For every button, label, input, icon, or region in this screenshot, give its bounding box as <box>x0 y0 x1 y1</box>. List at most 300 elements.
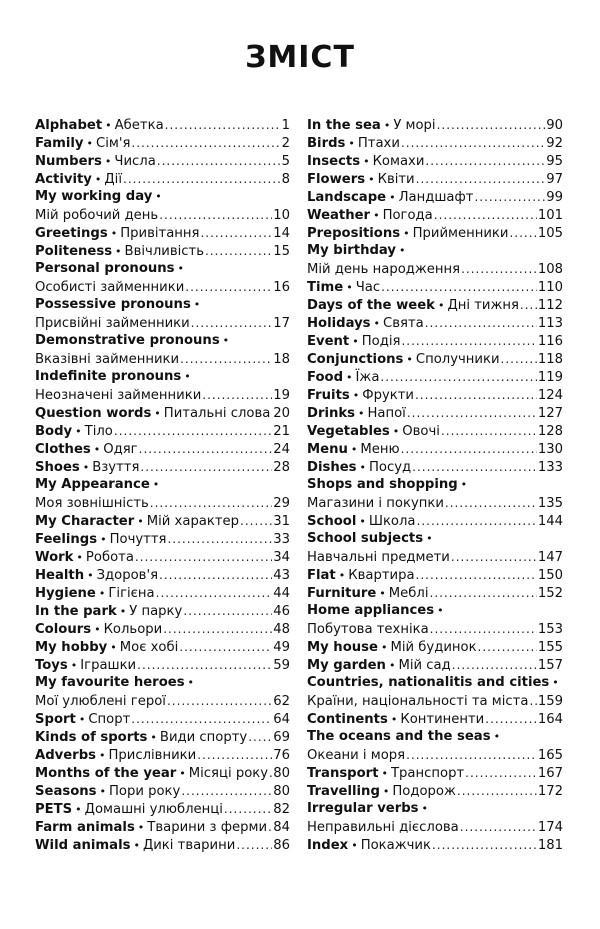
toc-entry[interactable] <box>307 278 563 296</box>
entry-title-en: Clothes <box>35 442 91 457</box>
bullet-separator: • <box>100 533 107 546</box>
page-number: 155 <box>537 640 563 655</box>
toc-entry[interactable] <box>35 674 290 692</box>
entry-title-en: In the park <box>35 604 117 619</box>
bullet-separator: • <box>346 371 353 384</box>
page-number: 18 <box>273 352 290 367</box>
dot-leader <box>457 782 537 800</box>
entry-title-en: My working day <box>35 189 153 204</box>
bullet-separator: • <box>379 587 386 600</box>
toc-entry[interactable] <box>35 638 290 656</box>
page-number: 135 <box>537 496 563 511</box>
page-number: 112 <box>537 298 563 313</box>
toc-entry[interactable] <box>307 404 563 422</box>
entry-title-ua: Покажчик <box>360 838 431 853</box>
toc-entry[interactable] <box>35 296 290 314</box>
page-number: 1 <box>281 118 290 133</box>
entry-title-en: My Character <box>35 514 135 529</box>
toc-entry[interactable] <box>307 782 563 800</box>
toc-entry[interactable] <box>307 458 563 476</box>
dot-leader <box>165 116 281 134</box>
toc-entry[interactable] <box>307 764 563 782</box>
toc-entry[interactable] <box>307 638 563 656</box>
entry-title-ua: Домашні улюбленці <box>84 802 223 817</box>
toc-entry[interactable] <box>35 422 290 440</box>
bullet-separator: • <box>383 119 391 132</box>
entry-title-en: Prepositions <box>307 226 401 241</box>
entry-title-en: Furniture <box>307 586 377 601</box>
dot-leader <box>156 584 273 602</box>
toc-entry[interactable] <box>35 134 290 152</box>
bullet-separator: • <box>403 227 410 240</box>
bullet-separator: • <box>426 532 433 545</box>
entry-title-ua: Дикі тварини <box>142 838 236 853</box>
entry-title-ua: Напої <box>367 406 406 421</box>
dot-leader <box>412 458 537 476</box>
entry-title-en: Alphabet <box>35 118 103 133</box>
entry-title-ua: Робота <box>85 550 134 565</box>
bullet-separator: • <box>155 190 162 203</box>
entry-title-ua: Дії <box>104 172 123 187</box>
bullet-separator: • <box>348 137 355 150</box>
dot-leader <box>441 422 537 440</box>
toc-right-column <box>307 116 563 854</box>
page-number: 90 <box>546 118 563 133</box>
toc-entry[interactable] <box>307 656 563 674</box>
entry-title-ua: Меню <box>360 442 400 457</box>
dot-leader <box>131 134 280 152</box>
entry-title-ua: Пори року <box>109 784 181 799</box>
entry-title-ua: Почуття <box>109 532 167 547</box>
entry-title-ua: Прислівники <box>108 748 197 763</box>
entry-title-en: Possessive pronouns <box>35 297 191 312</box>
toc-entry[interactable] <box>35 836 290 854</box>
bullet-separator: • <box>86 137 94 150</box>
bullet-separator: • <box>359 461 366 474</box>
entry-title-ua: Квартира <box>348 568 415 583</box>
bullet-separator: • <box>368 173 375 186</box>
bullet-separator: • <box>105 119 112 132</box>
page-number: 15 <box>273 244 290 259</box>
toc-entry-continuation[interactable] <box>35 350 290 368</box>
bullet-separator: • <box>359 515 366 528</box>
toc-entry[interactable] <box>307 332 563 350</box>
entry-title-en: Hygiene <box>35 586 96 601</box>
dot-leader <box>236 836 272 854</box>
entry-title-ua: Побутова техніка <box>307 622 429 637</box>
entry-title-ua: Взуття <box>92 460 140 475</box>
page-number: 144 <box>537 514 563 529</box>
toc-entry[interactable] <box>307 206 563 224</box>
entry-title-en: Time <box>307 280 344 295</box>
page-number: 116 <box>537 334 563 349</box>
bullet-separator: • <box>357 407 365 420</box>
entry-title-ua: Тіло <box>84 424 113 439</box>
entry-title-ua: Вказівні займенники <box>35 352 180 367</box>
bullet-separator: • <box>152 478 160 491</box>
bullet-separator: • <box>187 676 195 689</box>
toc-entry[interactable] <box>307 836 563 854</box>
page-number: 82 <box>273 802 290 817</box>
dot-leader <box>437 116 546 134</box>
bullet-separator: • <box>110 641 117 654</box>
page-number: 16 <box>273 280 290 295</box>
page-number: 133 <box>537 460 563 475</box>
entry-title-ua: Мої улюблені герої <box>35 694 166 709</box>
bullet-separator: • <box>346 281 353 294</box>
page-number: 119 <box>537 370 563 385</box>
bullet-separator: • <box>421 802 429 815</box>
bullet-separator: • <box>82 461 90 474</box>
entry-title-en: Home appliances <box>307 603 435 618</box>
toc-entry[interactable] <box>35 530 290 548</box>
toc-entry-continuation[interactable] <box>35 692 290 710</box>
bullet-separator: • <box>75 425 82 438</box>
toc-entry[interactable] <box>35 620 290 638</box>
toc-entry[interactable] <box>307 188 563 206</box>
entry-title-en: Kinds of sports <box>35 730 148 745</box>
bullet-separator: • <box>110 227 118 240</box>
entry-title-ua: Ландшафт <box>398 190 474 205</box>
dot-leader <box>401 134 545 152</box>
bullet-separator: • <box>399 244 406 257</box>
entry-title-en: Sport <box>35 712 76 727</box>
toc-entry[interactable] <box>307 296 563 314</box>
toc-entry[interactable] <box>35 656 290 674</box>
entry-title-en: My favourite heroes <box>35 675 185 690</box>
toc-entry-continuation[interactable] <box>307 620 563 638</box>
dot-leader <box>380 368 536 386</box>
toc-entry[interactable] <box>307 602 563 620</box>
page-number: 105 <box>537 226 563 241</box>
bullet-separator: • <box>98 749 106 762</box>
toc-entry[interactable] <box>307 350 563 368</box>
dot-leader <box>451 548 537 566</box>
dot-leader <box>183 602 272 620</box>
dot-leader <box>416 566 537 584</box>
bullet-separator: • <box>382 785 390 798</box>
toc-entry-continuation[interactable] <box>307 692 563 710</box>
toc-entry-continuation[interactable] <box>35 494 290 512</box>
bullet-separator: • <box>351 839 358 852</box>
page-number: 20 <box>273 406 290 421</box>
dot-leader <box>181 782 272 800</box>
entry-title-en: Greetings <box>35 226 108 241</box>
page-number: 46 <box>273 604 290 619</box>
entry-title-ua: Дні тижня <box>447 298 519 313</box>
entry-title-ua: Комахи <box>372 154 425 169</box>
page-number: 130 <box>537 442 563 457</box>
dot-leader <box>461 260 537 278</box>
toc-entry[interactable] <box>35 170 290 188</box>
entry-title-en: Conjunctions <box>307 352 404 367</box>
bullet-separator: • <box>373 317 381 330</box>
page-number: 80 <box>273 784 290 799</box>
toc-entry[interactable] <box>307 116 563 134</box>
page-number: 113 <box>537 316 563 331</box>
bullet-separator: • <box>350 443 358 456</box>
toc-entry[interactable] <box>35 440 290 458</box>
page-number: 44 <box>273 586 290 601</box>
entry-title-en: My Appearance <box>35 477 150 492</box>
toc-entry[interactable] <box>35 818 290 836</box>
entry-title-ua: Мій день народження <box>307 262 461 277</box>
page-number: 28 <box>273 460 290 475</box>
bullet-separator: • <box>179 767 186 780</box>
toc-entry[interactable] <box>35 260 290 278</box>
entry-title-en: Irregular verbs <box>307 801 419 816</box>
toc-entry-continuation[interactable] <box>307 818 563 836</box>
entry-title-ua: Неправильні дієслова <box>307 820 459 835</box>
dot-leader <box>135 548 272 566</box>
entry-title-en: Fruits <box>307 388 350 403</box>
toc-entry-continuation[interactable] <box>35 206 290 224</box>
entry-title-ua: Овочі <box>402 424 440 439</box>
dot-leader <box>474 188 545 206</box>
toc-entry[interactable] <box>35 476 290 494</box>
dot-leader <box>401 440 537 458</box>
toc-entry[interactable] <box>35 224 290 242</box>
toc-entry-continuation[interactable] <box>307 746 563 764</box>
bullet-separator: • <box>389 191 396 204</box>
entry-title-ua: Країни, національності та міста <box>307 694 529 709</box>
page-number: 147 <box>537 550 563 565</box>
toc-entry[interactable] <box>307 530 563 548</box>
dot-leader <box>202 386 272 404</box>
page-number: 10 <box>273 208 290 223</box>
toc-entry-continuation[interactable] <box>307 260 563 278</box>
page-number: 167 <box>537 766 563 781</box>
toc-entry[interactable] <box>307 224 563 242</box>
dot-leader <box>200 224 272 242</box>
dot-leader <box>417 512 537 530</box>
entry-title-en: Months of the year <box>35 766 177 781</box>
entry-title-ua: Мій характер <box>146 514 240 529</box>
entry-title-en: Days of the week <box>307 298 435 313</box>
toc-entry[interactable] <box>307 368 563 386</box>
page-number: 31 <box>273 514 290 529</box>
entry-title-ua: Свята <box>383 316 424 331</box>
toc-entry[interactable] <box>307 170 563 188</box>
entry-title-en: Personal pronouns <box>35 261 175 276</box>
toc-entry[interactable] <box>307 440 563 458</box>
toc-entry[interactable] <box>35 602 290 620</box>
toc-entry[interactable] <box>307 476 563 494</box>
page-number: 34 <box>273 550 290 565</box>
page-number: 86 <box>273 838 290 853</box>
dot-leader <box>179 638 272 656</box>
toc-entry[interactable] <box>35 746 290 764</box>
toc-entry[interactable] <box>35 548 290 566</box>
page-number: 80 <box>273 766 290 781</box>
dot-leader <box>271 404 272 422</box>
dot-leader <box>159 206 272 224</box>
dot-leader <box>180 350 272 368</box>
entry-title-ua: Океани і моря <box>307 748 406 763</box>
entry-title-ua: Їжа <box>355 370 380 385</box>
entry-title-en: Flowers <box>307 172 366 187</box>
entry-title-ua: Континенти <box>400 712 485 727</box>
toc-entry[interactable] <box>35 512 290 530</box>
entry-title-en: School subjects <box>307 531 424 546</box>
page-number: 150 <box>537 568 563 583</box>
entry-title-en: Travelling <box>307 784 380 799</box>
entry-title-ua: Сім'я <box>96 136 131 151</box>
page-number: 174 <box>537 820 563 835</box>
toc-entry[interactable] <box>35 188 290 206</box>
dot-leader <box>205 242 272 260</box>
entry-title-en: Flat <box>307 568 336 583</box>
page-number: 69 <box>273 730 290 745</box>
entry-title-en: Work <box>35 550 74 565</box>
entry-title-ua: Час <box>355 280 381 295</box>
toc-entry[interactable] <box>307 800 563 818</box>
dot-leader <box>150 494 272 512</box>
toc-entry[interactable] <box>307 584 563 602</box>
toc-entry[interactable] <box>35 800 290 818</box>
toc-entry[interactable] <box>35 404 290 422</box>
dot-leader <box>407 404 537 422</box>
page-number: 124 <box>537 388 563 403</box>
dot-leader <box>529 692 536 710</box>
toc-entry[interactable] <box>307 710 563 728</box>
toc-entry[interactable] <box>35 782 290 800</box>
toc-entry[interactable] <box>35 116 290 134</box>
entry-title-ua: Мій будинок <box>390 640 477 655</box>
entry-title-en: Drinks <box>307 406 355 421</box>
toc-entry[interactable] <box>35 242 290 260</box>
toc-entry[interactable] <box>307 314 563 332</box>
page-number: 165 <box>537 748 563 763</box>
toc-entry[interactable] <box>35 458 290 476</box>
toc-entry[interactable] <box>307 422 563 440</box>
dot-leader <box>139 440 273 458</box>
entry-title-ua: Привітання <box>120 226 200 241</box>
toc-entry-continuation[interactable] <box>35 314 290 332</box>
entry-title-en: Seasons <box>35 784 97 799</box>
entry-title-en: Insects <box>307 154 361 169</box>
dot-leader <box>430 620 537 638</box>
dot-leader <box>465 764 537 782</box>
entry-title-en: Feelings <box>35 532 98 547</box>
dot-leader <box>269 764 272 782</box>
bullet-separator: • <box>75 803 82 816</box>
page-number: 153 <box>537 622 563 637</box>
dot-leader <box>425 152 545 170</box>
dot-leader <box>509 224 536 242</box>
toc-entry[interactable] <box>307 512 563 530</box>
entry-title-en: Vegetables <box>307 424 390 439</box>
page-number: 24 <box>273 442 290 457</box>
entry-title-en: Menu <box>307 442 348 457</box>
toc-entry[interactable] <box>35 332 290 350</box>
entry-title-en: Index <box>307 838 349 853</box>
entry-title-ua: Квіти <box>377 172 415 187</box>
toc-entry[interactable] <box>307 674 563 692</box>
bullet-separator: • <box>93 443 101 456</box>
page-number: 48 <box>273 622 290 637</box>
toc-entry[interactable] <box>35 764 290 782</box>
toc-entry-continuation[interactable] <box>35 386 290 404</box>
entry-title-en: My hobby <box>35 640 108 655</box>
entry-title-ua: Присвійні займенники <box>35 316 190 331</box>
entry-title-ua: Прийменники <box>412 226 509 241</box>
entry-title-ua: Здоров'я <box>96 568 159 583</box>
toc-entry[interactable] <box>35 710 290 728</box>
toc-entry[interactable] <box>307 134 563 152</box>
entry-title-en: Demonstrative pronouns <box>35 333 220 348</box>
toc-entry[interactable] <box>35 728 290 746</box>
toc-entry[interactable] <box>35 584 290 602</box>
entry-title-ua: У морі <box>393 118 436 133</box>
page-number: 118 <box>537 352 563 367</box>
toc-entry[interactable] <box>307 242 563 260</box>
toc-entry-continuation[interactable] <box>35 278 290 296</box>
bullet-separator: • <box>150 731 157 744</box>
entry-title-ua: Мій сад <box>398 658 451 673</box>
dot-leader <box>137 656 272 674</box>
entry-title-en: Countries, nationalitis and cities <box>307 675 550 690</box>
toc-entry[interactable] <box>307 728 563 746</box>
bullet-separator: • <box>493 730 501 743</box>
toc-entry[interactable] <box>35 152 290 170</box>
entry-title-ua: Кольори <box>103 622 163 637</box>
entry-title-ua: Подорож <box>392 784 456 799</box>
entry-title-en: Politeness <box>35 244 113 259</box>
bullet-separator: • <box>363 155 370 168</box>
bullet-separator: • <box>133 839 140 852</box>
dot-leader <box>430 584 537 602</box>
page-number: 43 <box>273 568 290 583</box>
toc-left-column <box>35 116 290 854</box>
dot-leader <box>191 314 273 332</box>
dot-leader <box>401 332 536 350</box>
bullet-separator: • <box>380 641 388 654</box>
entry-title-ua: Види спорту <box>159 730 248 745</box>
toc-entry-continuation[interactable] <box>307 494 563 512</box>
bullet-separator: • <box>115 245 122 258</box>
page-number: 164 <box>537 712 563 727</box>
toc-entry[interactable] <box>307 386 563 404</box>
bullet-separator: • <box>352 389 360 402</box>
entry-title-ua: Ввічливість <box>124 244 204 259</box>
bullet-separator: • <box>94 173 102 186</box>
toc-entry[interactable] <box>35 566 290 584</box>
page-number: 128 <box>537 424 563 439</box>
entry-title-en: Continents <box>307 712 388 727</box>
dot-leader <box>432 836 537 854</box>
bullet-separator: • <box>154 407 161 420</box>
dot-leader <box>248 728 272 746</box>
toc-entry[interactable] <box>35 368 290 386</box>
bullet-separator: • <box>437 604 444 617</box>
toc-entry[interactable] <box>307 566 563 584</box>
entry-title-ua: Погода <box>382 208 433 223</box>
toc-entry-continuation[interactable] <box>307 548 563 566</box>
entry-title-en: Shops and shopping <box>307 477 458 492</box>
entry-title-ua: Абетка <box>114 118 164 133</box>
bullet-separator: • <box>184 370 191 383</box>
dot-leader <box>445 494 537 512</box>
entry-title-ua: Гігієна <box>108 586 155 601</box>
dot-leader <box>268 818 272 836</box>
bullet-separator: • <box>406 353 413 366</box>
bullet-separator: • <box>137 821 145 834</box>
bullet-separator: • <box>98 587 106 600</box>
bullet-separator: • <box>99 785 106 798</box>
toc-entry[interactable] <box>307 152 563 170</box>
entry-title-ua: Числа <box>114 154 156 169</box>
